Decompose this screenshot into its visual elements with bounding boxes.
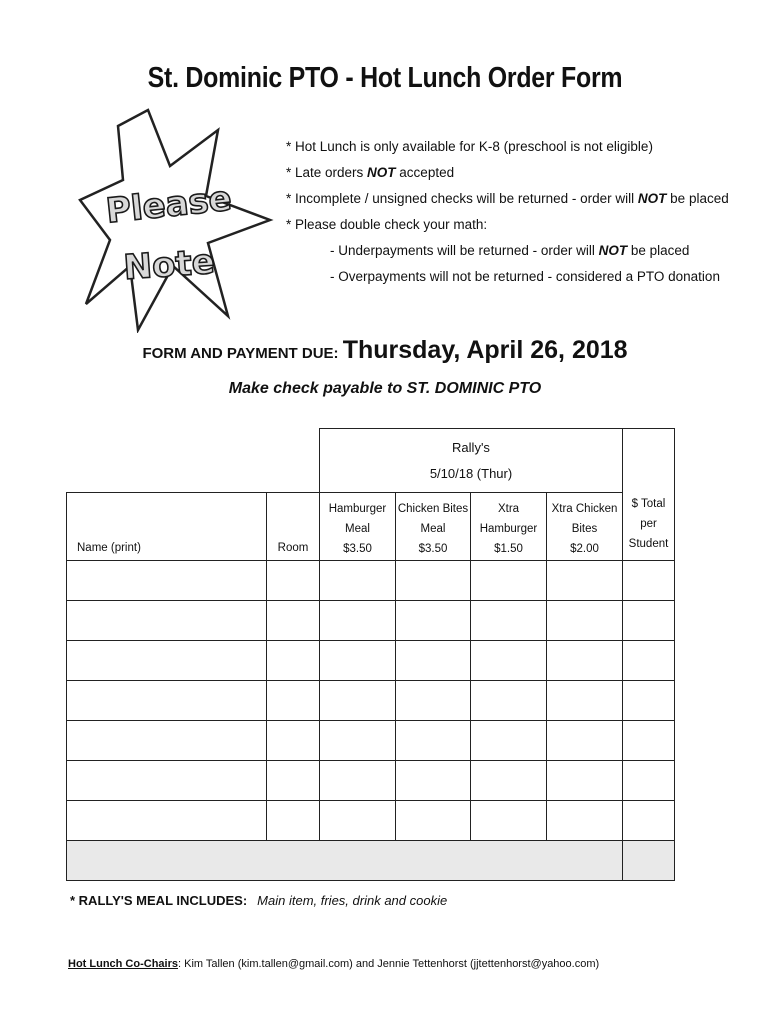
vendor-date: 5/10/18 (Thur) bbox=[429, 465, 513, 481]
name-cell[interactable] bbox=[67, 641, 267, 681]
note-underpayments: - Underpayments will be returned - order will NOT be placed bbox=[330, 243, 690, 258]
col-name-header: Name (print) bbox=[67, 493, 267, 561]
room-cell[interactable] bbox=[267, 601, 320, 641]
footer-text: : Kim Tallen (kim.tallen@gmail.com) and Jennie Tettenhorst (jjtettenhorst@yahoo.com) bbox=[178, 958, 600, 970]
total-cell[interactable] bbox=[623, 641, 675, 681]
qty-cell[interactable] bbox=[320, 641, 396, 681]
qty-cell[interactable] bbox=[471, 641, 547, 681]
room-cell[interactable] bbox=[267, 721, 320, 761]
item-price: $3.50 bbox=[418, 542, 448, 555]
total-header-cell bbox=[623, 429, 675, 561]
qty-cell[interactable] bbox=[471, 721, 547, 761]
qty-cell[interactable] bbox=[320, 721, 396, 761]
badge-line2: Note bbox=[122, 241, 217, 289]
total-cell[interactable] bbox=[623, 801, 675, 841]
grand-total-cell[interactable] bbox=[623, 841, 675, 881]
note-eligibility: * Hot Lunch is only available for K-8 (preschool is not eligible) bbox=[286, 139, 653, 154]
name-cell[interactable] bbox=[67, 761, 267, 801]
qty-cell[interactable] bbox=[396, 721, 471, 761]
please-note-starburst-icon bbox=[78, 108, 278, 333]
qty-cell[interactable] bbox=[471, 801, 547, 841]
order-row bbox=[67, 561, 675, 601]
qty-cell[interactable] bbox=[471, 681, 547, 721]
total-cell[interactable] bbox=[623, 561, 675, 601]
name-cell[interactable] bbox=[67, 561, 267, 601]
order-row bbox=[67, 601, 675, 641]
order-row bbox=[67, 761, 675, 801]
qty-cell[interactable] bbox=[396, 561, 471, 601]
payable-note: Make check payable to ST. DOMINIC PTO bbox=[228, 380, 542, 397]
item-price: $2.00 bbox=[570, 542, 599, 555]
qty-cell[interactable] bbox=[320, 761, 396, 801]
order-row bbox=[67, 641, 675, 681]
name-cell[interactable] bbox=[67, 601, 267, 641]
qty-cell[interactable] bbox=[471, 601, 547, 641]
qty-cell[interactable] bbox=[471, 561, 547, 601]
total-header-line2: Student bbox=[628, 538, 669, 550]
name-cell[interactable] bbox=[67, 801, 267, 841]
meal-includes-text: Main item, fries, drink and cookie bbox=[257, 893, 448, 908]
form-title: St. Dominic PTO - Hot Lunch Order Form bbox=[147, 62, 623, 94]
column-header-row bbox=[67, 493, 675, 561]
footer-label: Hot Lunch Co-Chairs bbox=[68, 958, 178, 970]
qty-cell[interactable] bbox=[396, 601, 471, 641]
due-label: FORM AND PAYMENT DUE: bbox=[142, 345, 343, 362]
item-xtra-hamburger: Xtra Hamburger $1.50 bbox=[471, 493, 547, 561]
qty-cell[interactable] bbox=[396, 761, 471, 801]
summary-shaded-cell bbox=[67, 841, 623, 881]
qty-cell[interactable] bbox=[471, 761, 547, 801]
qty-cell[interactable] bbox=[547, 601, 623, 641]
room-cell[interactable] bbox=[267, 561, 320, 601]
due-date: Thursday, April 26, 2018 bbox=[342, 336, 628, 364]
qty-cell[interactable] bbox=[396, 641, 471, 681]
qty-cell[interactable] bbox=[320, 801, 396, 841]
order-row bbox=[67, 801, 675, 841]
vendor-name: Rally's bbox=[452, 439, 490, 455]
item-price: $3.50 bbox=[343, 542, 372, 555]
order-row bbox=[67, 681, 675, 721]
qty-cell[interactable] bbox=[547, 681, 623, 721]
summary-row bbox=[67, 841, 675, 881]
col-room-header: Room bbox=[267, 493, 320, 561]
room-cell[interactable] bbox=[267, 641, 320, 681]
badge-line1: Please bbox=[104, 178, 234, 232]
meal-includes-label: * RALLY'S MEAL INCLUDES: bbox=[70, 893, 248, 908]
vendor-cell bbox=[320, 429, 623, 493]
total-cell[interactable] bbox=[623, 601, 675, 641]
qty-cell[interactable] bbox=[320, 681, 396, 721]
room-cell[interactable] bbox=[267, 801, 320, 841]
order-row bbox=[67, 721, 675, 761]
qty-cell[interactable] bbox=[320, 561, 396, 601]
vendor-header-row bbox=[67, 429, 675, 493]
total-header-line1: $ Total per bbox=[631, 498, 666, 530]
note-check-math: * Please double check your math: bbox=[286, 217, 488, 232]
item-xtra-chicken-bites: Xtra Chicken Bites $2.00 bbox=[547, 493, 623, 561]
qty-cell[interactable] bbox=[547, 561, 623, 601]
item-hamburger-meal: Hamburger Meal $3.50 bbox=[320, 493, 396, 561]
total-cell[interactable] bbox=[623, 681, 675, 721]
qty-cell[interactable] bbox=[320, 601, 396, 641]
footer-contacts bbox=[68, 958, 599, 970]
name-cell[interactable] bbox=[67, 681, 267, 721]
qty-cell[interactable] bbox=[547, 721, 623, 761]
note-incomplete-checks: * Incomplete / unsigned checks will be returned - order will NOT be placed bbox=[286, 191, 729, 206]
note-late-orders: * Late orders NOT accepted bbox=[286, 165, 455, 180]
qty-cell[interactable] bbox=[547, 761, 623, 801]
due-date-line bbox=[0, 336, 770, 365]
total-cell[interactable] bbox=[623, 761, 675, 801]
notes-list bbox=[286, 134, 746, 290]
name-cell[interactable] bbox=[67, 721, 267, 761]
qty-cell[interactable] bbox=[396, 681, 471, 721]
item-chicken-bites-meal: Chicken Bites Meal $3.50 bbox=[396, 493, 471, 561]
total-cell[interactable] bbox=[623, 721, 675, 761]
item-price: $1.50 bbox=[494, 542, 523, 555]
order-table bbox=[66, 428, 675, 881]
meal-includes-note bbox=[70, 893, 447, 908]
qty-cell[interactable] bbox=[547, 801, 623, 841]
qty-cell[interactable] bbox=[547, 641, 623, 681]
room-cell[interactable] bbox=[267, 681, 320, 721]
note-overpayments: - Overpayments will not be returned - considered a PTO donation bbox=[330, 269, 720, 284]
room-cell[interactable] bbox=[267, 761, 320, 801]
qty-cell[interactable] bbox=[396, 801, 471, 841]
